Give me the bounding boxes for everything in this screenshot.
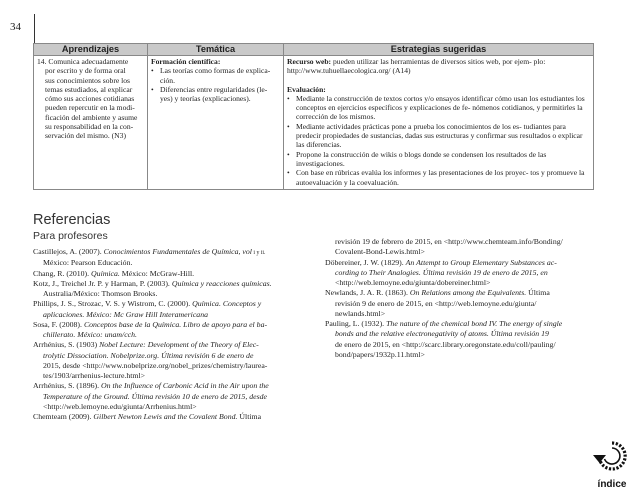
indice-label: índice (597, 479, 627, 490)
references-left-column (33, 247, 301, 422)
reference-entry: Phillips, J. S., Strozac, V. S. y Wistrom, C. (2000). Química. Conceptos y aplicaciones. México: Mc Graw Hill Interamericana (33, 299, 262, 319)
evaluacion-label: Evaluación: (287, 84, 326, 94)
aprendizaje-line: servación del mismo. (N3) (45, 131, 126, 141)
indice-button[interactable] (590, 438, 634, 490)
tematica-list (151, 66, 280, 103)
aprendizaje-line: 14. Comunica adecuadamente (37, 57, 129, 66)
reference-entry: Sosa, F. (2008). Conceptos base de la Química. Libro de apoyo para el ba- chillerato. México: unam/cch. (33, 319, 268, 339)
tematica-heading: Formación científica: (151, 57, 221, 66)
aprendizaje-line: por escrito y de forma oral (45, 66, 126, 76)
back-arrow-icon (590, 438, 634, 476)
reference-entry: Chang, R. (2010). Química. México: McGraw-Hill. (33, 268, 195, 278)
recurso-label: Recurso web: (287, 57, 332, 66)
aprendizaje-line: cómo sus acciones cotidianas (45, 94, 135, 104)
reference-entry: Newlands, J. A. R. (1863). On Relations among the Equivalents. Última revisión 9 de enero de 2015, en <http://web.lemoyne.edu/giunta/ newlands.html> (325, 288, 550, 318)
reference-entry: revisión 19 de febrero de 2015, en <http://www.chemteam.info/Bonding/ Covalent-Bond-Lewis.html> (335, 237, 563, 257)
list-item: • Con base en rúbricas evalúa los informes y las presentaciones de los proyec- tos y promueve la autoevaluación y la coevaluación. (287, 168, 590, 187)
estrategias-cell (284, 56, 594, 190)
reference-entry: Arrhénius, S. (1896). On the Influence of Carbonic Acid in the Air upon the Temperature of the Ground. Última revisión 10 de enero de 2015, desde <http://web.lemoyne.edu/giunta/Arrhenius.html> (33, 381, 269, 411)
list-item: • Mediante la construcción de textos cortos y/o ensayos identificar cómo usan los estudiantes los conceptos en ejercicios específicos y explicaciones de fe- nómenos cotidianos, y permitirles la corrección de los mismos. (287, 94, 590, 122)
list-item: • Las teorías como formas de explica- ción. (151, 66, 280, 85)
list-item: • Mediante actividades prácticas pone a prueba los conocimientos de los es- tudiantes para predecir propiedades de sustancias, dadas sus estructuras y confirmar sus resultados o explicar las diferencias. (287, 122, 590, 150)
references-title: Referencias (33, 212, 111, 228)
tematica-cell (148, 56, 284, 190)
reference-entry: Pauling, L. (1932). The nature of the chemical bond IV. The energy of single bonds and the relative electronegativity of atoms. Última revisión 19 de enero de 2015, en <http://scarc.library.oregonstate.edu/coll/pauling/ bond/papers/1932p.11.html> (325, 319, 563, 359)
aprendizaje-line: sus conocimientos sobre los (45, 75, 130, 85)
header-tematica: Temática (148, 44, 284, 56)
evaluacion-list (287, 94, 590, 187)
reference-entry: Arrhénius, S. (1903) Nobel Lecture: Development of the Theory of Elec- trolytic Dissociation. Nobelprize.org. Última revisión 6 de enero de 2015, desde <http://www.nobelprize.org/nobel_prizes/chemistry/laurea- tes/1903/arrhenius-lecture.html> (33, 340, 268, 380)
reference-entry: Döbereiner, J. W. (1829). An Attempt to Group Elementary Substances ac- cording to Their Analogies. Última revisión 19 de enero de 2015, en <http://web.lemoyne.edu/giunta/dobereiner.html> (325, 257, 557, 287)
aprendizaje-line: su responsabilidad en la con- (45, 122, 134, 132)
references-right-column (325, 237, 593, 360)
recurso-web (287, 57, 590, 76)
table-header-row (34, 44, 594, 56)
reference-entry: Chemteam (2009). Gilbert Newton Lewis and the Covalent Bond. Última (33, 412, 262, 421)
aprendizaje-line: pueden repercutir en la modi- (45, 103, 135, 113)
reference-entry: Castillejos, A. (2007). Conocimientos Fundamentales de Química, vol i y ii. México: Pearson Educación. (33, 247, 266, 268)
aprendizaje-line: temas estudiados, al explicar (45, 84, 133, 94)
page-number: 34 (10, 21, 21, 33)
reference-entry: Kotz, J., Treichel Jr. P. y Harman, P. (2003). Química y reacciones químicas. Australia/México: Thomson Brooks. (33, 278, 272, 298)
list-item: • Diferencias entre regularidades (le- yes) y teorías (explicaciones). (151, 85, 280, 104)
table-row (34, 56, 594, 190)
header-aprendizajes: Aprendizajes (34, 44, 148, 56)
strategies-table (33, 43, 594, 190)
page-rule (34, 14, 35, 44)
list-item: • Propone la construcción de wikis o blogs donde se condensen los resultados de las investigaciones. (287, 150, 590, 169)
aprendizaje-line: ficación del ambiente y asume (45, 112, 138, 122)
recurso-text: pueden utilizar las herramientas de diversos sitios web, por ejem- plo: http://www.tuhuellaecologica.org/ (A14) (287, 57, 546, 76)
references-subtitle: Para profesores (33, 230, 108, 242)
header-estrategias: Estrategias sugeridas (284, 44, 594, 56)
aprendizajes-cell (34, 56, 148, 190)
